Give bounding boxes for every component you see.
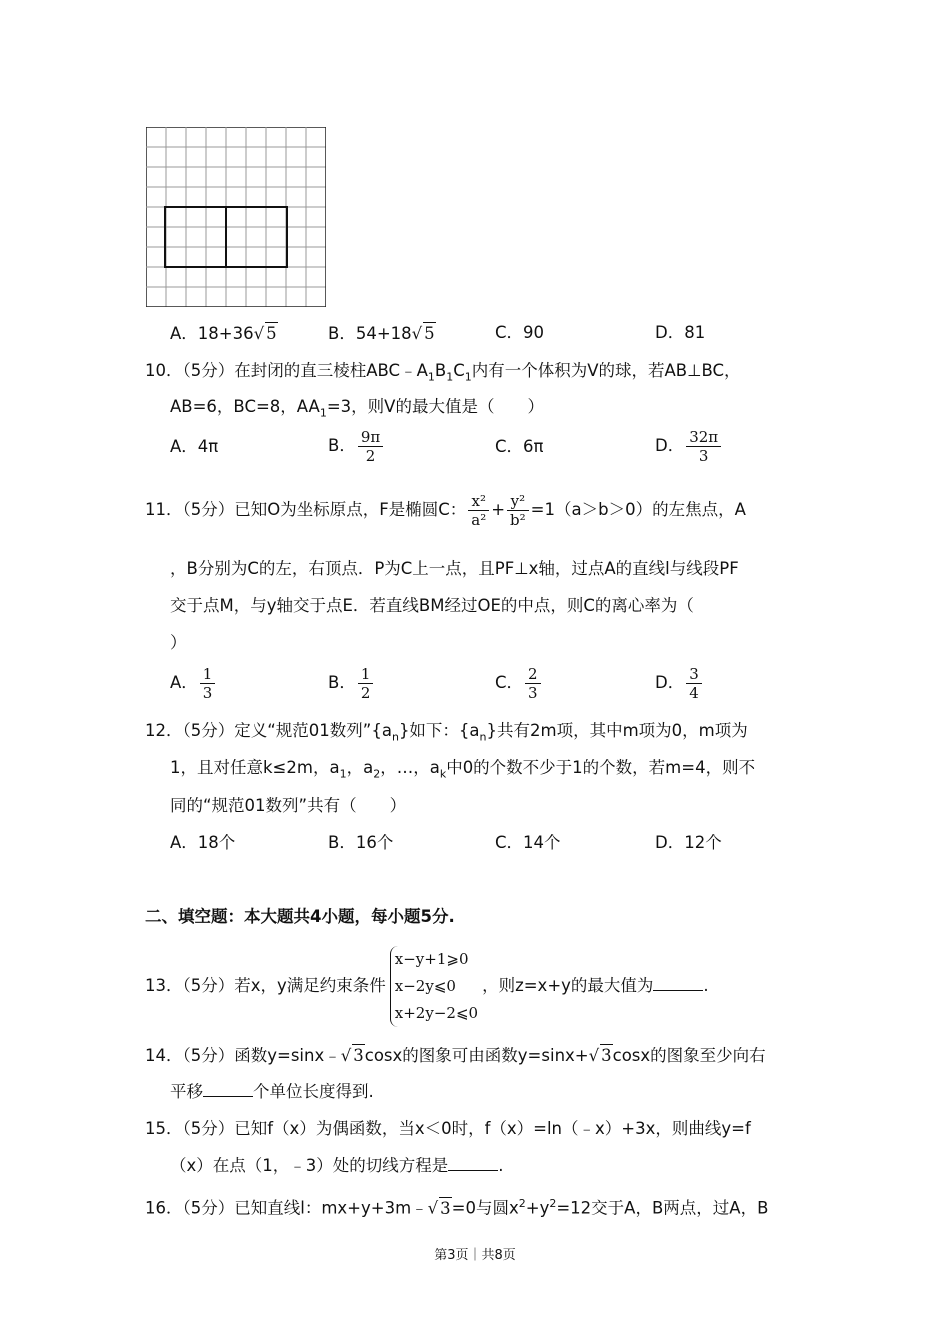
q11-line3: 交于点M，与y轴交于点E．若直线BM经过OE的中点，则C的离心率为（	[170, 596, 694, 615]
sqrt-icon: √	[427, 1198, 439, 1218]
q12-option-d: D．12个	[655, 833, 722, 852]
answer-blank	[653, 976, 703, 991]
numerator: 32π	[686, 428, 721, 447]
subscript: n	[391, 730, 399, 744]
denominator: a²	[471, 511, 487, 529]
option-text: A．18+36	[170, 324, 254, 343]
q12-line3: 同的“规范01数列”共有（ ）	[170, 796, 407, 815]
q10-option-a: A．4π	[170, 437, 219, 456]
grid-figure	[146, 127, 326, 307]
view-rectangle	[165, 207, 226, 267]
text: （x）在点（1，﹣3）处的切线方程是	[170, 1156, 449, 1175]
option-label: B．	[328, 436, 356, 455]
numerator: 1	[200, 665, 216, 684]
text: ，a	[346, 758, 374, 777]
q12-option-b: B．16个	[328, 833, 394, 852]
q11-line2: ，B分别为C的左，右顶点．P为C上一点，且PF⊥x轴，过点A的直线l与线段PF	[170, 559, 739, 578]
denominator: 2	[360, 684, 371, 702]
radicand: 3	[601, 1046, 612, 1065]
superscript: 2	[549, 1197, 557, 1210]
fraction	[525, 665, 541, 702]
q11-option-c	[495, 665, 543, 702]
q9-option-c: C．90	[495, 323, 545, 342]
numerator: 9π	[358, 428, 383, 447]
answer-blank	[203, 1082, 253, 1097]
text: cosx的图象至少向右	[612, 1046, 766, 1065]
radicand: 5	[424, 324, 435, 343]
text: 10．（5分）在封闭的直三棱柱ABC﹣A	[145, 361, 428, 380]
subscript: n	[479, 730, 487, 744]
q10-option-c: C．6π	[495, 437, 544, 456]
section-heading: 二、填空题：本大题共4小题，每小题5分.	[145, 907, 455, 926]
text: .	[703, 976, 709, 995]
q10-line1	[145, 360, 741, 388]
text: 个单位长度得到.	[253, 1082, 374, 1101]
text: 中0的个数不少于1的个数，若m=4，则不	[446, 758, 756, 777]
constraint: x−y+1⩾0	[394, 950, 469, 968]
q11-option-b	[328, 665, 375, 702]
q9-option-a	[170, 322, 278, 345]
text: AB=6，BC=8，AA	[170, 397, 320, 416]
q11-option-d	[655, 665, 704, 702]
text: 14．（5分）函数y=sinx﹣	[145, 1046, 341, 1065]
fraction	[358, 428, 383, 465]
text: =3，则V的最大值是（ ）	[326, 397, 544, 416]
q9-option-b	[328, 322, 436, 345]
text: 11．（5分）已知O为坐标原点，F是椭圆C：	[145, 500, 467, 519]
q16-line1	[145, 1193, 768, 1220]
text: +	[491, 500, 506, 519]
option-label: B．	[328, 673, 356, 692]
text: ，则z=x+y的最大值为	[482, 976, 654, 995]
text: 内有一个体积为V的球，若AB⊥BC，	[471, 361, 741, 380]
fraction	[358, 665, 374, 702]
text: cosx的图象可由函数y=sinx+	[364, 1046, 589, 1065]
sqrt-icon: √	[340, 1046, 352, 1065]
answer-blank	[448, 1156, 498, 1171]
option-label: D．	[655, 436, 685, 455]
text: 12．（5分）定义“规范01数列”{a	[145, 721, 392, 740]
subscript: 1	[319, 406, 327, 420]
subscript: 1	[464, 370, 472, 384]
subscript: 1	[339, 767, 347, 781]
denominator: 3	[202, 684, 213, 702]
sqrt-icon: √	[588, 1046, 600, 1065]
q14-line2	[170, 1081, 374, 1103]
text: +y	[525, 1198, 550, 1218]
fraction	[686, 665, 702, 702]
denominator: b²	[510, 511, 526, 529]
q12-option-a: A．18个	[170, 833, 236, 852]
text: }如下：{a	[398, 721, 480, 740]
superscript: 2	[518, 1197, 526, 1210]
text: }共有2m项，其中m项为0，m项为	[486, 721, 748, 740]
radicand: 3	[353, 1046, 364, 1065]
fraction	[686, 428, 721, 465]
q11-line1	[145, 490, 746, 530]
text: ，…，a	[380, 758, 440, 777]
denominator: 3	[528, 684, 538, 702]
q15-line1: 15．（5分）已知f（x）为偶函数，当x＜0时，f（x）=ln（﹣x）+3x，则曲线y=f	[145, 1119, 751, 1138]
constraint-system	[390, 946, 478, 1027]
text: =0与圆x	[451, 1198, 519, 1218]
q12-line2	[170, 757, 755, 785]
option-label: A．	[170, 673, 198, 692]
denominator: 3	[698, 447, 709, 465]
subscript: 1	[446, 370, 454, 384]
page-footer: 第3页｜共8页	[434, 1248, 516, 1263]
radicand: 5	[266, 324, 277, 343]
sqrt-icon: √	[253, 324, 265, 343]
q13-line1	[145, 945, 709, 1027]
subscript: k	[439, 767, 447, 781]
radicand: 3	[440, 1198, 451, 1218]
text: C	[453, 361, 465, 380]
fraction	[507, 492, 529, 529]
constraint: x−2y⩽0	[394, 977, 456, 995]
subscript: 2	[373, 767, 381, 781]
q12-line1	[145, 720, 748, 748]
subscript: 1	[427, 370, 435, 384]
denominator: 2	[365, 447, 376, 465]
numerator: 1	[358, 665, 374, 684]
q10-line2	[170, 396, 544, 424]
text: B	[434, 361, 447, 380]
text: =12交于A，B两点，过A，B	[556, 1198, 769, 1218]
constraint: x+2y−2⩽0	[394, 1004, 479, 1022]
text: 1，且对任意k≤2m，a	[170, 758, 340, 777]
text: 平移	[170, 1082, 203, 1101]
view-rectangle	[226, 207, 287, 267]
text: 13．（5分）若x，y满足约束条件	[145, 976, 386, 995]
option-label: C．	[495, 673, 524, 692]
option-text: B．54+18	[328, 324, 412, 343]
q15-line2	[170, 1155, 504, 1177]
text: =1（a＞b＞0）的左焦点，A	[530, 500, 746, 519]
numerator: x²	[468, 492, 489, 511]
q11-line4: ）	[170, 633, 187, 652]
text: .	[498, 1156, 504, 1175]
q10-option-d	[655, 428, 723, 465]
fraction	[200, 665, 216, 702]
sqrt-icon: √	[411, 324, 423, 343]
denominator: 4	[689, 684, 699, 702]
q9-option-d: D．81	[655, 323, 706, 342]
q11-option-a	[170, 665, 217, 702]
q12-option-c: C．14个	[495, 833, 561, 852]
option-label: D．	[655, 673, 685, 692]
q10-option-b	[328, 428, 385, 465]
numerator: y²	[507, 492, 529, 511]
numerator: 3	[686, 665, 702, 684]
q14-line1	[145, 1044, 766, 1067]
fraction	[468, 492, 489, 529]
text: 16．（5分）已知直线l：mx+y+3m﹣	[145, 1198, 428, 1218]
numerator: 2	[525, 665, 541, 684]
